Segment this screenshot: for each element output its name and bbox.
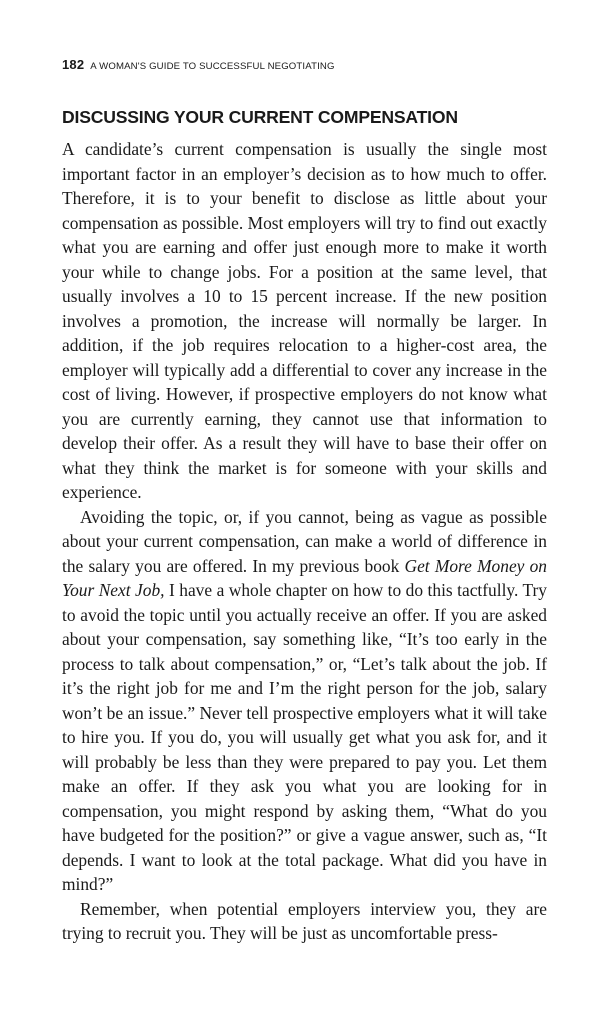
page-number: 182 <box>62 57 85 72</box>
paragraph-3: Remember, when potential employers interview you, they are trying to recruit you. They will be just as uncomfortable press- <box>62 898 547 943</box>
running-head-title: A WOMAN'S GUIDE TO SUCCESSFUL NEGOTIATING <box>90 61 335 72</box>
paragraph-2 <box>62 505 547 897</box>
section-heading: DISCUSSING YOUR CURRENT COMPENSATION <box>62 107 458 127</box>
book-title: Get More Money on Your Next Job, <box>62 555 547 600</box>
paragraph-2-text-after: I have a whole chapter on how to do this tactfully. Try to avoid the topic until you actually receive an offer. If you are asked about your compensation, say something like, “It’s too early in the process to talk about compensation,” or, “Let’s talk about the job. If it’s the right job for me and I’m the right person for the job, salary won’t be an issue.” Never tell prospective employers what it will take to hire you. If you do, you will usually get what you ask for, and it will probably be less than they were prepared to pay you. Let them make an offer. If they ask you what you are looking for in compensation, you might respond by asking them, “What do you have budgeted for the position?” or give a vague answer, such as, “It depends. I want to look at the total package. What did you have in mind?” <box>62 580 547 894</box>
body-text <box>62 137 547 946</box>
running-head <box>62 56 547 74</box>
paragraph-1: A candidate’s current compensation is usually the single most important factor in an employer’s decision as to how much to offer. Therefore, it is to your benefit to disclose as little about your compensation as possible. Most employers will try to find out exactly what you are earning and offer just enough more to make it worth your while to change jobs. For a position at the same level, that usually involves a 10 to 15 percent increase. If the new position involves a promotion, the increase will normally be larger. In addition, if the job requires relocation to a higher-cost area, the employer will typically add a differential to cover any increase in the cost of living. However, if prospective employers do not know what you are currently earning, they cannot use that information to develop their offer. As a result they will have to base their offer on what they think the market is for someone with your skills and experience. <box>62 139 547 502</box>
paragraph-2-text-before: Avoiding the topic, or, if you cannot, being as vague as possible about your current compensation, can make a world of difference in the salary you are offered. In my previous book <box>62 506 547 576</box>
